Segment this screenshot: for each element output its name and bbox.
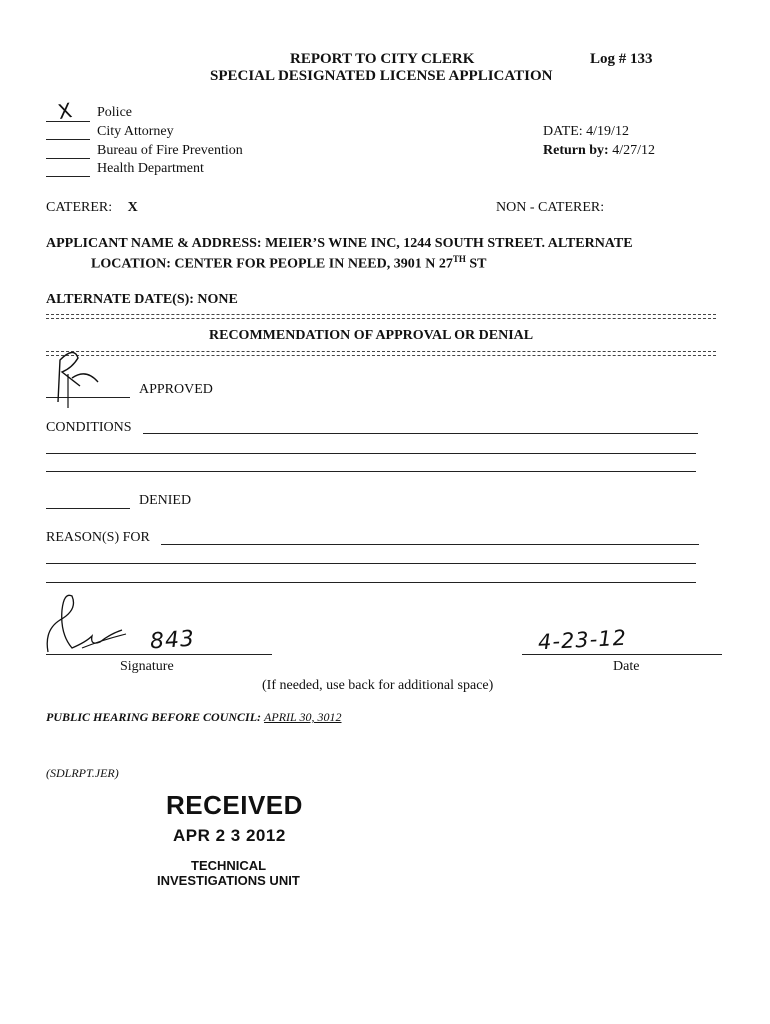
reasons-label: REASON(S) FOR: [46, 530, 150, 545]
applicant-line1: APPLICANT NAME & ADDRESS: MEIER’S WINE INC, 1244 SOUTH STREET. ALTERNATE: [46, 236, 633, 251]
caterer-field: [46, 200, 138, 216]
return-by-field: [543, 143, 655, 159]
date-label: DATE:: [543, 124, 583, 139]
form-code: (SDLRPT.JER): [46, 766, 119, 780]
routing-item-health: Health Department: [97, 161, 204, 176]
recommendation-heading: RECOMMENDATION OF APPROVAL OR DENIAL: [209, 328, 534, 343]
routing-blank-health: [46, 176, 90, 177]
routing-blank-fire: [46, 158, 90, 159]
handwritten-date: 4-23-12: [537, 625, 628, 655]
conditions-line-3[interactable]: [46, 471, 696, 472]
public-hearing-date: APRIL 30, 3012: [264, 710, 342, 724]
report-title: REPORT TO CITY CLERK: [290, 51, 475, 67]
non-caterer-label: NON - CATERER:: [496, 200, 605, 215]
reasons-line-2[interactable]: [46, 563, 696, 564]
received-stamp-line2: INVESTIGATIONS UNIT: [157, 873, 300, 888]
log-label: Log #: [590, 51, 627, 67]
conditions-label: CONDITIONS: [46, 420, 132, 435]
reasons-line-1[interactable]: [161, 544, 699, 545]
denied-blank[interactable]: [46, 508, 130, 509]
alternate-dates: ALTERNATE DATE(S): NONE: [46, 292, 238, 307]
double-rule-bottom: [46, 351, 716, 356]
approved-label: APPROVED: [139, 382, 213, 397]
return-by-label: Return by:: [543, 143, 609, 158]
signature-line[interactable]: [46, 654, 272, 655]
handwritten-signature: [42, 590, 162, 660]
signature-label: Signature: [120, 659, 174, 674]
date-field: [543, 124, 629, 140]
routing-item-fire-prevention: Bureau of Fire Prevention: [97, 143, 243, 158]
log-value: 133: [630, 51, 653, 67]
applicant-location: LOCATION: CENTER FOR PEOPLE IN NEED, 3901 N 27: [91, 256, 453, 272]
report-subtitle: SPECIAL DESIGNATED LICENSE APPLICATION: [210, 68, 553, 84]
routing-item-city-attorney: City Attorney: [97, 124, 174, 139]
signature-badge-number: 843: [149, 626, 196, 655]
applicant-superscript: TH: [452, 254, 466, 264]
reasons-line-3[interactable]: [46, 582, 696, 583]
double-rule-top: [46, 314, 716, 319]
caterer-label: CATERER:: [46, 200, 113, 215]
return-by-value: 4/27/12: [612, 143, 656, 158]
received-stamp-line1: TECHNICAL: [191, 858, 267, 873]
public-hearing-label: PUBLIC HEARING BEFORE COUNCIL:: [46, 710, 262, 724]
approval-initials-scribble: [44, 338, 124, 408]
date-value: 4/19/12: [586, 124, 629, 139]
received-stamp-title: RECEIVED: [166, 790, 303, 820]
log-number: [590, 51, 653, 68]
public-hearing: [46, 710, 342, 725]
date-line[interactable]: [522, 654, 722, 655]
caterer-mark: X: [127, 200, 138, 215]
applicant-street-suffix: ST: [465, 256, 487, 272]
received-stamp-date: APR 2 3 2012: [173, 826, 286, 845]
conditions-line-1[interactable]: [143, 433, 698, 434]
routing-mark-police: X: [56, 97, 74, 125]
date-line-label: Date: [613, 659, 640, 674]
additional-space-note: (If needed, use back for additional space): [262, 678, 494, 693]
denied-label: DENIED: [139, 493, 192, 508]
routing-blank-city-attorney: [46, 139, 90, 140]
routing-item-police: Police: [97, 105, 132, 120]
conditions-line-2[interactable]: [46, 453, 696, 454]
applicant-line2: [91, 254, 486, 273]
